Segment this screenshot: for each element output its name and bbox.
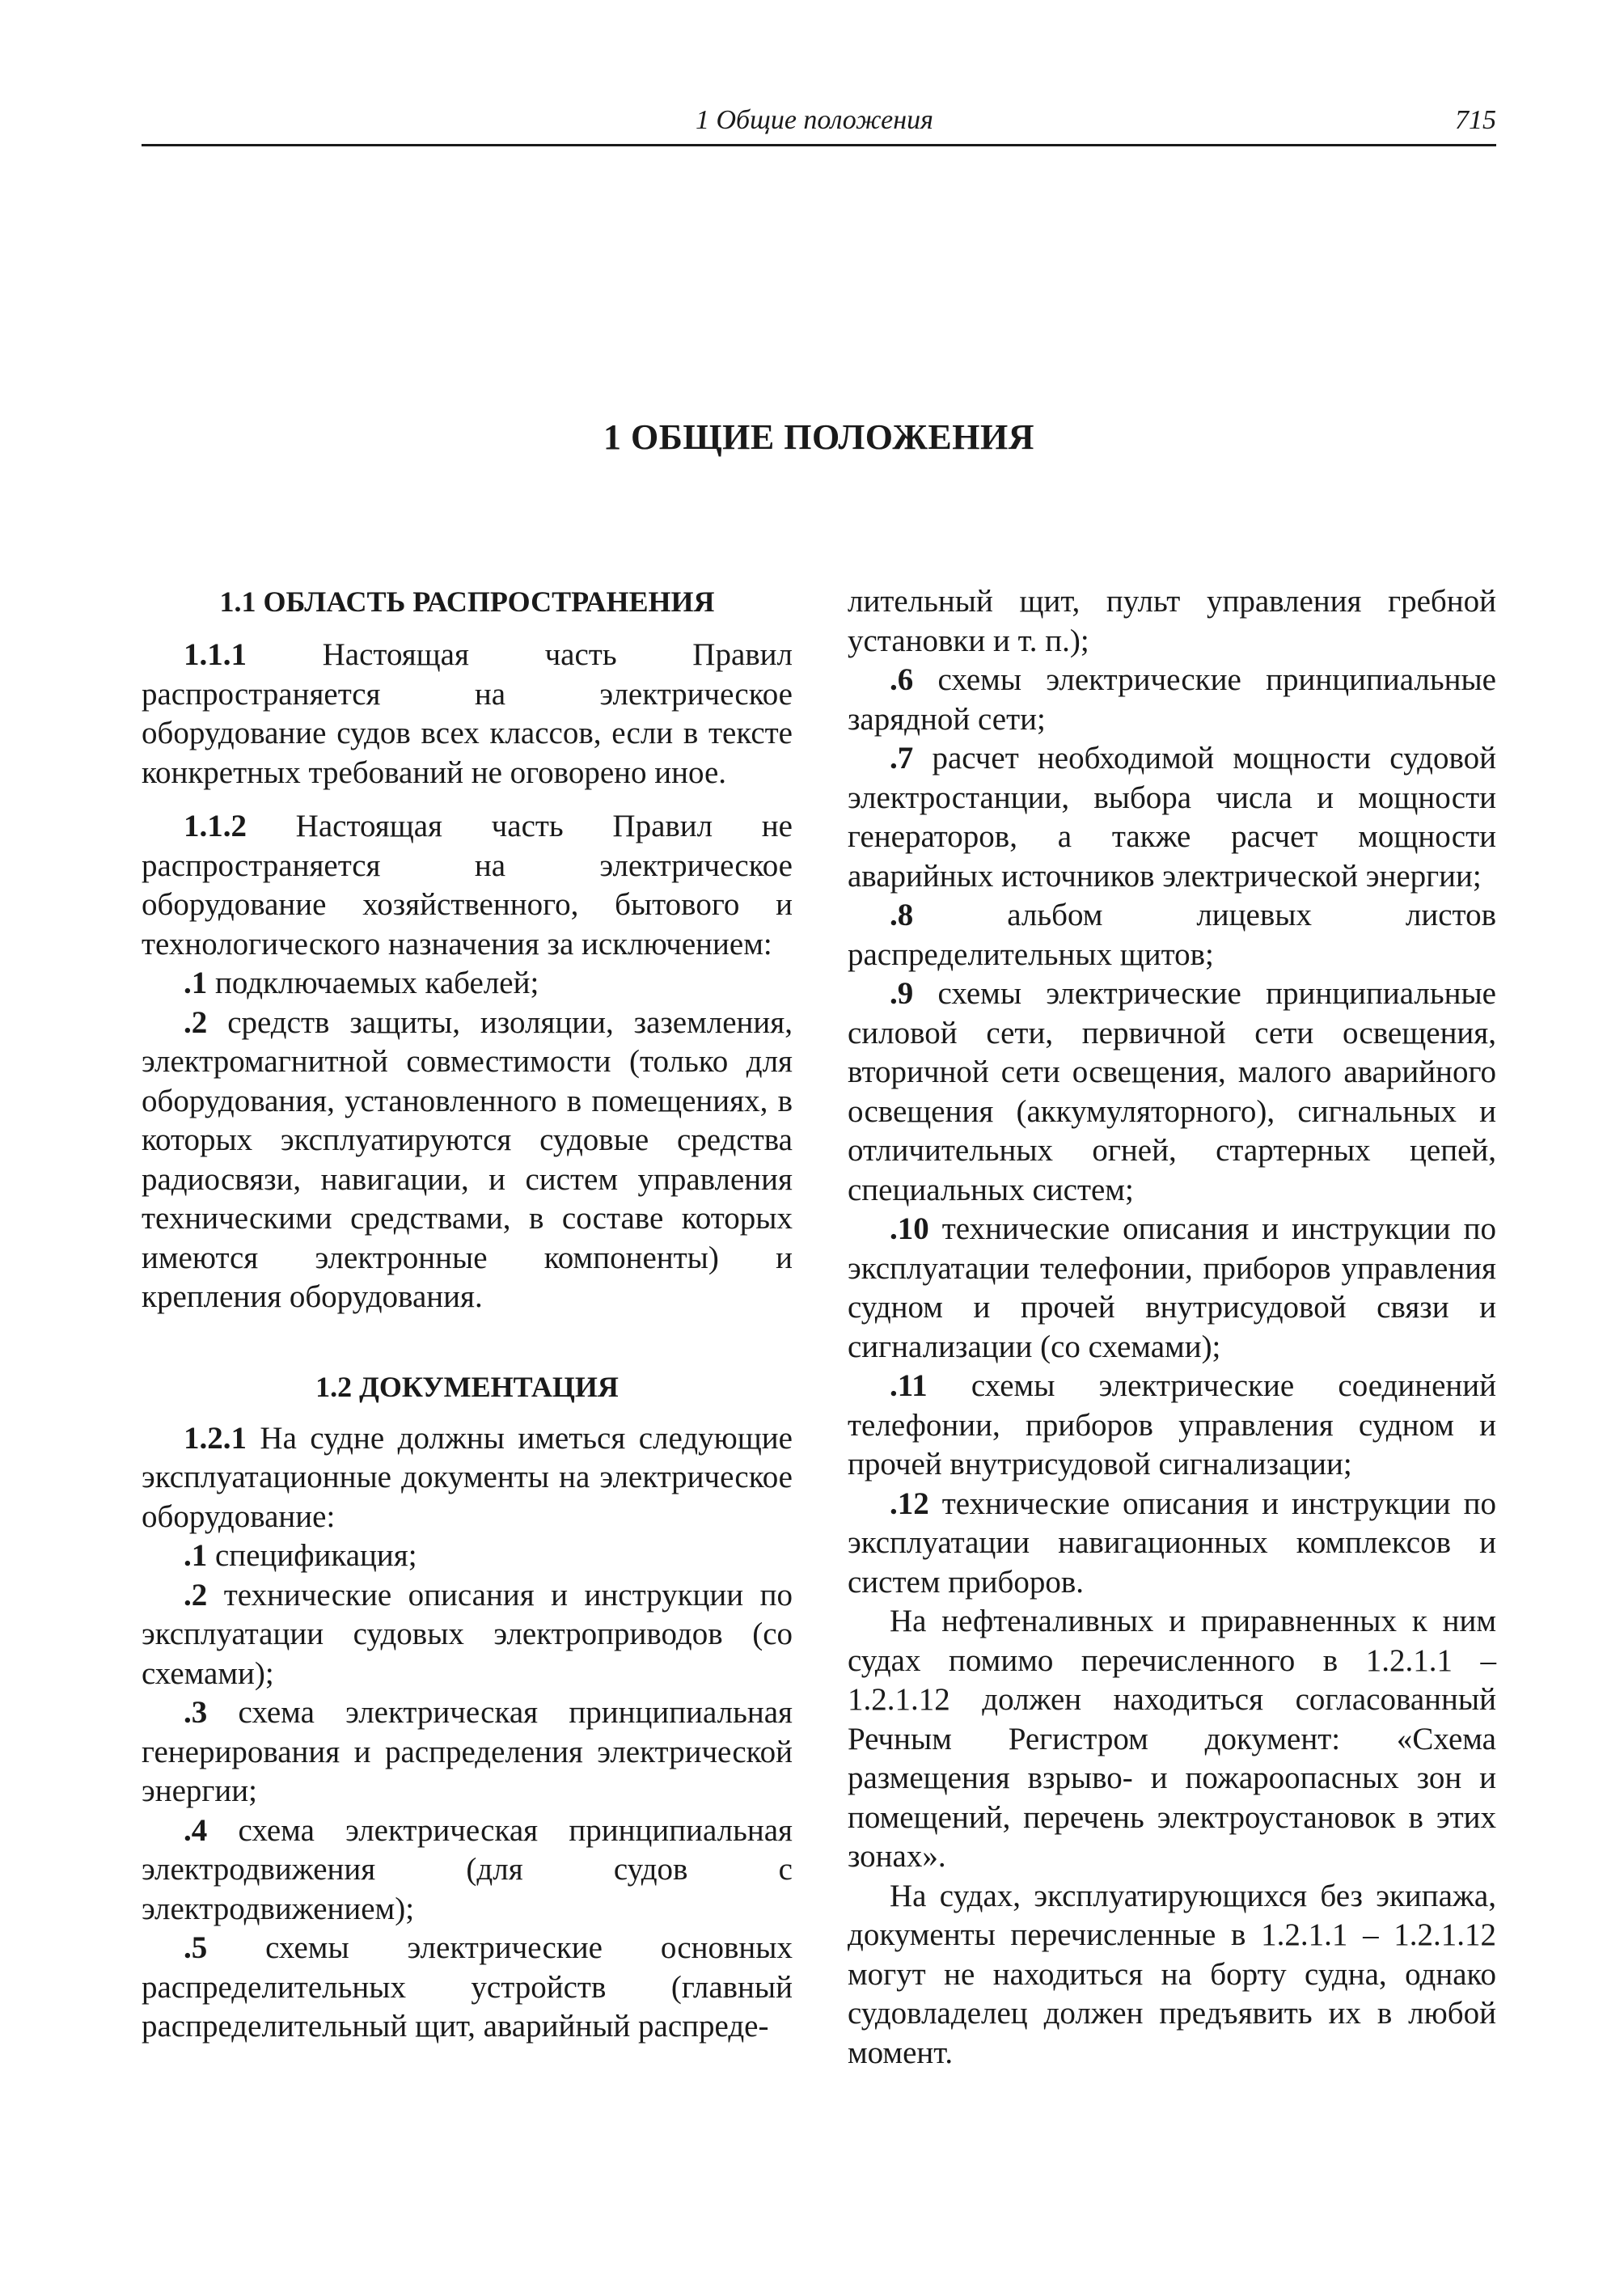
- list-item: [848, 1367, 1496, 1485]
- section-heading-1-2: 1.2 ДОКУМЕНТАЦИЯ: [315, 1370, 619, 1403]
- item-number: .6: [890, 662, 914, 697]
- paragraph-tankers: На нефтеналивных и приравненных к ним судах помимо перечисленного в 1.2.1.1 – 1.2.1.12 должен находиться согласованный Речным Регистром документ: «Схема размещения взрыво- и пожароопасных зон и помещений, перечень электроустановок в этих зонах».: [848, 1604, 1496, 1874]
- clause-number: 1.1.1: [184, 637, 247, 672]
- list-item: [142, 1004, 793, 1317]
- clause-number: 1.2.1: [184, 1420, 247, 1456]
- item-text: спецификация;: [207, 1538, 417, 1573]
- item-text: схема электрическая принципиальная генерирования и распределения электрической энергии;: [142, 1695, 793, 1808]
- paragraph-1-2-1: [142, 1419, 793, 1537]
- list-item: [142, 1811, 793, 1930]
- page-number: 715: [1455, 105, 1496, 135]
- left-column: [142, 582, 793, 2047]
- list-item: [142, 1576, 793, 1694]
- item-number: .1: [184, 966, 208, 1000]
- list-item: [848, 1210, 1496, 1367]
- right-column: [848, 582, 1496, 2073]
- paragraph-text: Настоящая часть Правил распространяется на электрическое оборудование судов всех классов, если в тексте конкретных требований не оговорено иное.: [142, 637, 793, 790]
- item-number: .11: [890, 1368, 928, 1403]
- paragraph-text: Настоящая часть Правил не распространяется на электрическое оборудование хозяйственного, бытового и технологического назначения за исключением:: [142, 809, 793, 962]
- item-number: .7: [890, 741, 914, 776]
- paragraph-text: На судне должны иметься следующие эксплуатационные документы на электрическое оборудование:: [142, 1420, 793, 1534]
- item-number: .9: [890, 976, 914, 1011]
- item-text: схемы электрические принципиальные силовой сети, первичной сети освещения, вторичной сети освещения, малого аварийного освещения (аккумуляторного), сигнальных и отличительных огней, стартерных цепей, специальных систем;: [848, 976, 1496, 1207]
- list-item-continuation: лительный щит, пульт управления гребной установки и т. п.);: [848, 584, 1496, 658]
- paragraph-1-1-1: [142, 636, 793, 793]
- item-number: .2: [184, 1004, 208, 1040]
- item-text: подключаемых кабелей;: [207, 966, 539, 1000]
- item-text: схемы электрические принципиальные зарядной сети;: [848, 662, 1496, 737]
- list-item: [848, 974, 1496, 1210]
- item-text: технические описания и инструкции по эксплуатации телефонии, приборов управления судном и прочей внутрисудовой связи и сигнализации (со схемами);: [848, 1211, 1496, 1364]
- item-number: .1: [184, 1538, 208, 1573]
- list-item: [848, 896, 1496, 974]
- item-text: схемы электрические основных распределительных устройств (главный распределительный щит, аварийный распреде-: [142, 1930, 793, 2044]
- item-number: .3: [184, 1695, 208, 1730]
- list-item: [142, 1929, 793, 2047]
- list-item: [142, 964, 793, 1004]
- paragraph-crewless: На судах, эксплуатирующихся без экипажа, документы перечисленные в 1.2.1.1 – 1.2.1.12 могут не находиться на борту судна, однако судовладелец должен предъявить их в любой момент.: [848, 1878, 1496, 2070]
- item-text: средств защиты, изоляции, заземления, электромагнитной совместимости (только для оборудования, установленного в помещениях, в которых эксплуатируются судовые средства радиосвязи, навигации, и систем управления техническими средствами, в составе которых имеются электронные компоненты) и крепления оборудования.: [142, 1004, 793, 1314]
- item-number: .8: [890, 898, 914, 932]
- paragraph-1-1-2: [142, 807, 793, 964]
- item-text: технические описания и инструкции по эксплуатации навигационных комплексов и систем приборов.: [848, 1486, 1496, 1600]
- item-text: схема электрическая принципиальная электродвижения (для судов с электродвижением);: [142, 1812, 793, 1926]
- list-item: [848, 661, 1496, 739]
- item-text: технические описания и инструкции по эксплуатации судовых электроприводов (со схемами);: [142, 1577, 793, 1691]
- chapter-title: 1 ОБЩИЕ ПОЛОЖЕНИЯ: [603, 417, 1034, 457]
- list-item: [848, 1485, 1496, 1603]
- list-item: [142, 1536, 793, 1576]
- list-item: [142, 1693, 793, 1811]
- item-text: альбом лицевых листов распределительных щитов;: [848, 898, 1496, 972]
- clause-number: 1.1.2: [184, 809, 247, 843]
- item-number: .12: [890, 1486, 929, 1521]
- item-text: расчет необходимой мощности судовой электростанции, выбора числа и мощности генераторов, а также расчет мощности аварийных источников электрической энергии;: [848, 741, 1496, 894]
- item-text: схемы электрические соединений телефонии, приборов управления судном и прочей внутрисудовой сигнализации;: [848, 1368, 1496, 1482]
- section-heading-1-1: 1.1 ОБЛАСТЬ РАСПРОСТРАНЕНИЯ: [219, 585, 715, 618]
- running-header: [142, 105, 1496, 146]
- item-number: .10: [890, 1211, 929, 1246]
- list-item: [848, 739, 1496, 896]
- item-number: .5: [184, 1930, 208, 1965]
- item-number: .4: [184, 1812, 208, 1848]
- header-section-title: 1 Общие положения: [696, 105, 933, 135]
- item-number: .2: [184, 1577, 208, 1613]
